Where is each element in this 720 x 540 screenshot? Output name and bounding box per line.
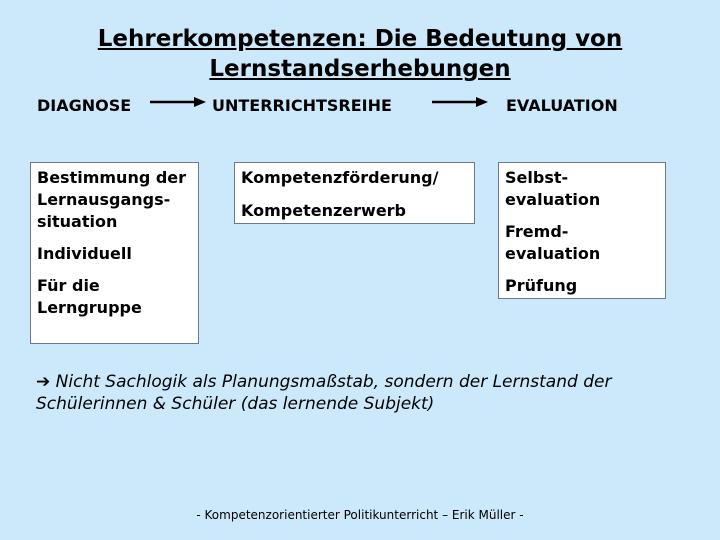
evaluation-box [498, 162, 666, 299]
conclusion-text: Nicht Sachlogik als Planungsmaßstab, sondern der Lernstand der Schülerinnen & Schüler (das lernende Subjekt) [36, 372, 612, 414]
arrow-unterricht-to-evaluation [432, 96, 488, 108]
slide-title [0, 24, 720, 84]
diagnose-box [30, 162, 199, 344]
title-line-2: Lernstandserhebungen [209, 56, 511, 82]
footer: - Kompetenzorientierter Politikunterricht – Erik Müller - [196, 508, 524, 522]
title-line-1: Lehrerkompetenzen: Die Bedeutung von [97, 26, 623, 52]
arrow-diagnose-to-unterricht [150, 96, 206, 108]
unterricht-item-foerderung: Kompetenzförderung/ [241, 168, 439, 187]
diagnose-item-lerngruppe: Für die Lerngruppe [37, 276, 142, 317]
arrow-right-icon: ➔ [36, 372, 51, 392]
diagnose-item-individuell: Individuell [37, 244, 132, 263]
evaluation-item-pruefung: Prüfung [505, 276, 578, 295]
stage-evaluation: EVALUATION [506, 96, 618, 115]
evaluation-item-selbst: Selbst-evaluation [505, 168, 601, 209]
stage-diagnose: DIAGNOSE [37, 96, 132, 115]
conclusion-note [36, 371, 686, 415]
diagnose-item-bestimmung: Bestimmung der Lernausgangs-situation [37, 168, 187, 231]
stage-unterrichtsreihe: UNTERRICHTSREIHE [212, 96, 392, 115]
unterricht-box [234, 162, 475, 224]
evaluation-item-fremd: Fremd-evaluation [505, 222, 601, 263]
unterricht-item-erwerb: Kompetenzerwerb [241, 201, 407, 220]
